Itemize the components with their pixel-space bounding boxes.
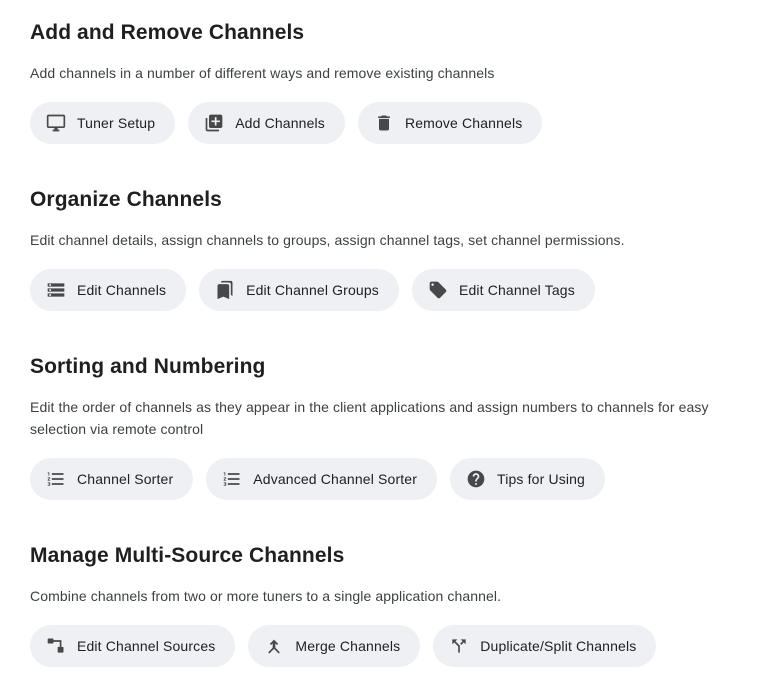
numbered-list-icon <box>222 469 242 489</box>
section-title: Manage Multi-Source Channels <box>30 544 345 567</box>
split-icon <box>449 636 469 656</box>
tag-icon <box>428 280 448 300</box>
section-add-remove-channels <box>30 19 731 144</box>
duplicate-split-channels-button[interactable] <box>433 625 656 667</box>
button-label: Edit Channel Sources <box>77 638 216 654</box>
merge-channels-button[interactable] <box>248 625 420 667</box>
bookmarks-icon <box>215 280 235 300</box>
library-add-icon <box>204 113 224 133</box>
button-label: Channel Sorter <box>77 471 174 487</box>
section-title: Organize Channels <box>30 188 222 211</box>
help-icon <box>466 469 486 489</box>
tuner-setup-button[interactable] <box>30 102 175 144</box>
edit-channel-groups-button[interactable] <box>199 269 399 311</box>
button-label: Duplicate/Split Channels <box>480 638 637 654</box>
button-label: Edit Channel Tags <box>458 282 575 298</box>
storage-rows-icon <box>46 280 66 300</box>
tips-for-using-button[interactable] <box>450 458 605 500</box>
merge-icon <box>264 636 284 656</box>
edit-channel-tags-button[interactable] <box>412 269 595 311</box>
button-label: Tips for Using <box>497 471 585 487</box>
trash-icon <box>374 113 394 133</box>
section-title: Sorting and Numbering <box>30 355 266 378</box>
channel-sources-icon <box>46 636 66 656</box>
remove-channels-button[interactable] <box>358 102 542 144</box>
advanced-channel-sorter-button[interactable] <box>206 458 437 500</box>
button-label: Edit Channels <box>77 282 167 298</box>
section-description: Edit the order of channels as they appear in the client applications and assign numbers to channels for easy selection via remote control <box>30 399 709 437</box>
section-description: Add channels in a number of different ways and remove existing channels <box>30 65 495 81</box>
button-label: Add Channels <box>235 115 325 131</box>
edit-channel-sources-button[interactable] <box>30 625 235 667</box>
button-label: Advanced Channel Sorter <box>253 471 418 487</box>
channel-sorter-button[interactable] <box>30 458 193 500</box>
section-title: Add and Remove Channels <box>30 21 305 44</box>
button-row <box>30 102 731 144</box>
section-organize-channels <box>30 186 731 311</box>
add-channels-button[interactable] <box>188 102 345 144</box>
numbered-list-icon <box>46 469 66 489</box>
section-description: Combine channels from two or more tuners to a single application channel. <box>30 588 502 604</box>
button-label: Edit Channel Groups <box>246 282 379 298</box>
button-row <box>30 458 731 500</box>
edit-channels-button[interactable] <box>30 269 186 311</box>
section-description: Edit channel details, assign channels to groups, assign channel tags, set channel permissions. <box>30 232 625 248</box>
button-label: Tuner Setup <box>77 115 156 131</box>
section-multi-source-channels <box>30 542 731 667</box>
button-label: Merge Channels <box>295 638 401 654</box>
section-sorting-numbering <box>30 353 731 500</box>
button-row <box>30 269 731 311</box>
button-row <box>30 625 731 667</box>
button-label: Remove Channels <box>404 115 523 131</box>
monitor-icon <box>46 113 66 133</box>
